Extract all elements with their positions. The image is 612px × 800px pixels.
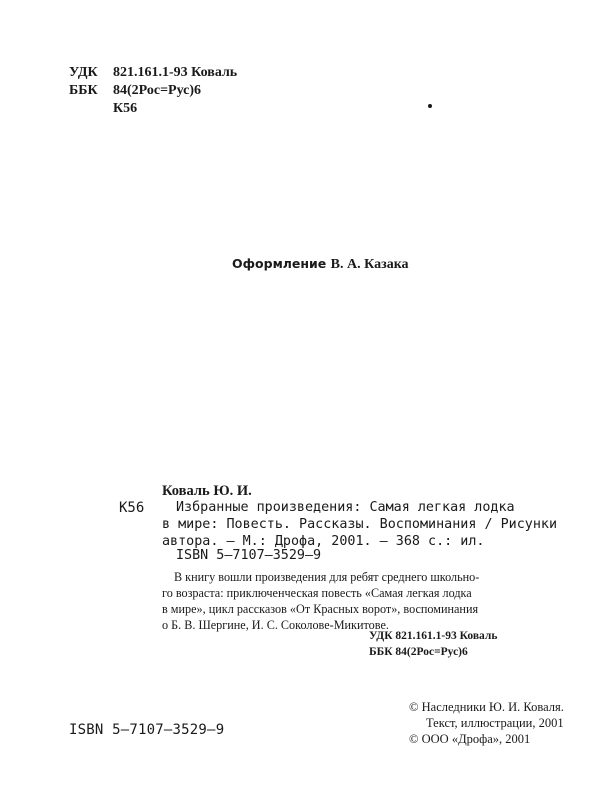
card-isbn: ISBN 5—7107—3529—9 xyxy=(176,548,322,563)
card-author: Коваль Ю. И. xyxy=(162,483,252,499)
udk-label: УДК xyxy=(69,65,98,80)
card-udk-line: УДК 821.161.1-93 Коваль xyxy=(369,630,498,642)
description-line: в мире: Повесть. Рассказы. Воспоминания / Рисунки xyxy=(162,517,558,532)
print-dot xyxy=(428,104,432,108)
card-codes xyxy=(369,628,497,660)
description-line: Избранные произведения: Самая легкая лодка xyxy=(176,500,515,515)
annotation-line: в мире», цикл рассказов «От Красных ворот», воспоминания xyxy=(162,602,479,616)
classification-block xyxy=(69,64,237,118)
description-line: автора. — М.: Дрофа, 2001. — 368 с.: ил. xyxy=(162,534,485,549)
footer-isbn: ISBN 5—7107—3529—9 xyxy=(69,722,225,738)
card-bbk-line: ББК 84(2Рос=Рус)6 xyxy=(369,646,468,658)
copyright-line: © Наследники Ю. И. Коваля. xyxy=(409,700,564,714)
annotation-line: В книгу вошли произведения для ребят среднего школьно- xyxy=(174,570,480,584)
udk-value: 821.161.1-93 Коваль xyxy=(113,65,238,80)
bbk-label: ББК xyxy=(69,83,98,98)
author-mark: К56 xyxy=(113,101,138,116)
udk-line xyxy=(69,64,237,82)
bbk-line xyxy=(69,82,237,100)
card-code: К56 xyxy=(119,500,145,516)
design-credit xyxy=(232,256,409,273)
copyright-block xyxy=(409,699,564,747)
copyright-line: Текст, иллюстрации, 2001 xyxy=(426,716,564,730)
design-credit-name: В. А. Казака xyxy=(330,257,409,272)
card-annotation xyxy=(162,569,479,633)
author-mark-line xyxy=(69,100,237,118)
copyright-line: © ООО «Дрофа», 2001 xyxy=(409,732,531,746)
design-credit-label: Оформление xyxy=(232,256,327,271)
bbk-value: 84(2Рос=Рус)6 xyxy=(113,83,202,98)
card-description xyxy=(162,499,557,550)
annotation-line: о Б. В. Шергине, И. С. Соколове-Микитове. xyxy=(162,618,389,632)
annotation-line: го возраста: приключенческая повесть «Самая легкая лодка xyxy=(162,586,472,600)
